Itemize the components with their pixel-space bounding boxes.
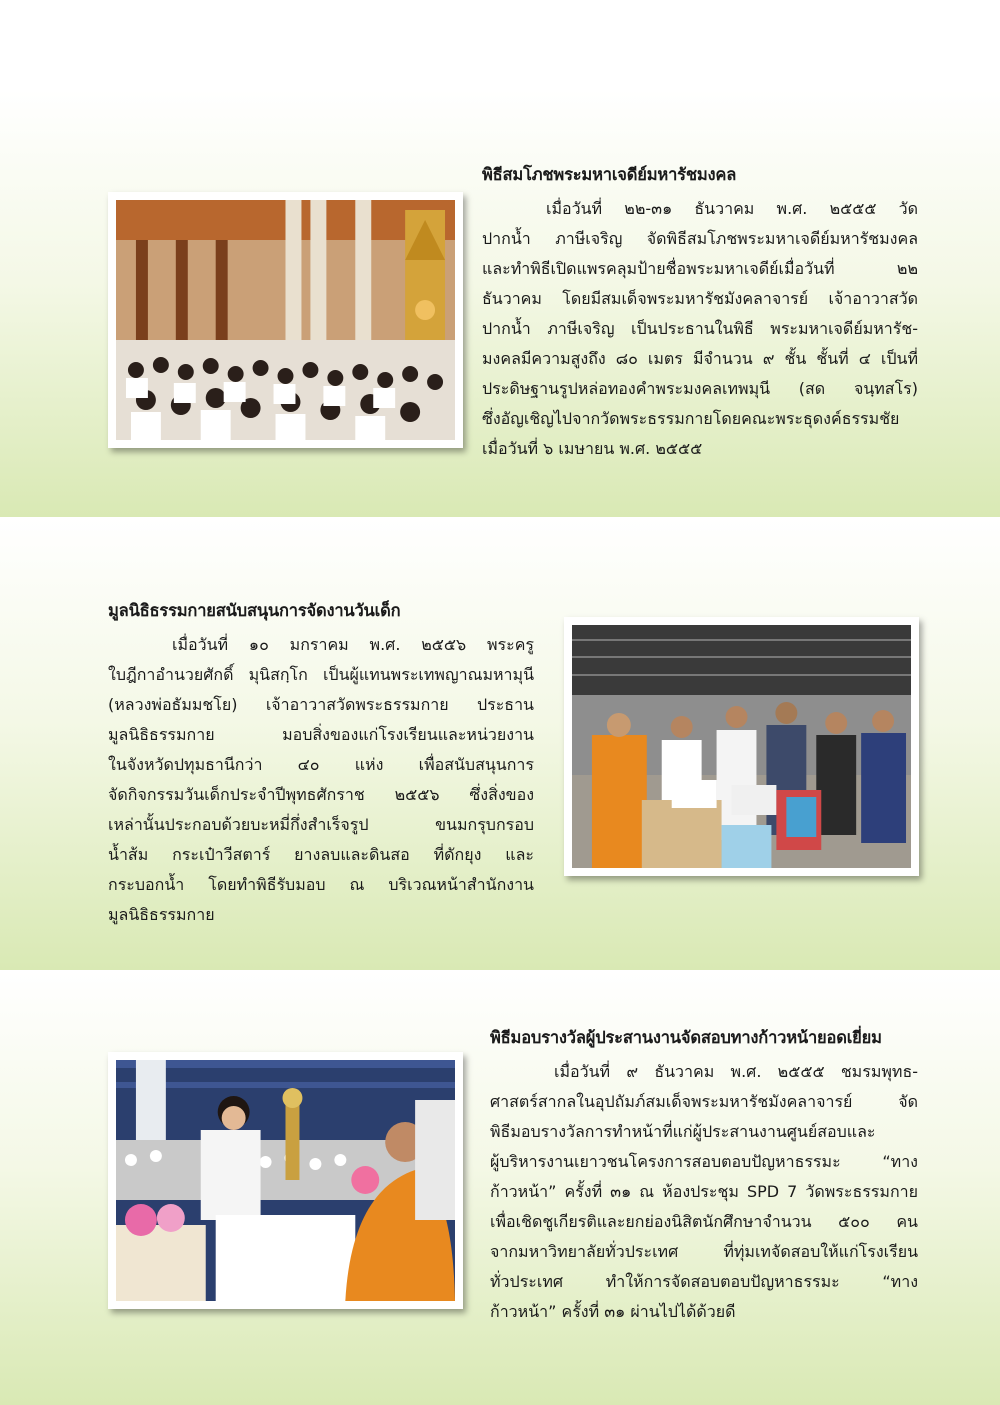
article-3-line: จากมหาวิทยาลัยทั่วประเทศ ที่ทุ่มเทจัดสอบให้แก่โรงเรียน — [490, 1242, 918, 1261]
article-3-line: พิธีมอบรางวัลการทำหน้าที่แก่ผู้ประสานงานศูนย์สอบและ — [490, 1122, 876, 1141]
award-ceremony-photo — [108, 1052, 463, 1309]
donation-handover-photo — [564, 617, 919, 876]
article-1 — [482, 162, 918, 464]
article-1-line: เมื่อวันที่ ๒๒-๓๑ ธันวาคม พ.ศ. ๒๕๕๕ วัด — [546, 199, 918, 218]
article-2-line: กระบอกน้ำ โดยทำพิธีรับมอบ ณ บริเวณหน้าสำนักงาน — [108, 875, 534, 894]
article-1-line: ซึ่งอัญเชิญไปจากวัดพระธรรมกายโดยคณะพระธุดงค์ธรรมชัย — [482, 409, 900, 428]
article-3-line: ผู้บริหารงานเยาวชนโครงการสอบตอบปัญหาธรรมะ “ทาง — [490, 1152, 918, 1171]
article-2-line: (หลวงพ่อธัมมชโย) เจ้าอาวาสวัดพระธรรมกาย ประธาน — [108, 695, 534, 714]
article-1-line: ปากน้ำ ภาษีเจริญ จัดพิธีสมโภชพระมหาเจดีย์มหารัชมงคล — [482, 229, 918, 248]
article-3-line: ทั่วประเทศ ทำให้การจัดสอบตอบปัญหาธรรมะ “ทาง — [490, 1272, 918, 1291]
article-1-line: ธันวาคม โดยมีสมเด็จพระมหารัชมังคลาจารย์ เจ้าอาวาสวัด — [482, 289, 918, 308]
temple-ceremony-photo — [108, 192, 463, 448]
article-3-line: ศาสตร์สากลในอุปถัมภ์สมเด็จพระมหารัชมังคลาจารย์ จัด — [490, 1092, 918, 1111]
article-1-line: เมื่อวันที่ ๖ เมษายน พ.ศ. ๒๕๕๕ — [482, 439, 703, 458]
article-1-line: และทำพิธีเปิดแพรคลุมป้ายชื่อพระมหาเจดีย์เมื่อวันที่ ๒๒ — [482, 259, 918, 278]
article-2-line: ในจังหวัดปทุมธานีกว่า ๔๐ แห่ง เพื่อสนับสนุนการ — [108, 755, 534, 774]
article-3-line: ก้าวหน้า” ครั้งที่ ๓๑ ผ่านไปได้ด้วยดี — [490, 1302, 736, 1321]
article-1-title: พิธีสมโภชพระมหาเจดีย์มหารัชมงคล — [482, 165, 737, 184]
article-2-line: จัดกิจกรรมวันเด็กประจำปีพุทธศักราช ๒๕๕๖ ซึ่งสิ่งของ — [108, 785, 534, 804]
article-3-line: ก้าวหน้า” ครั้งที่ ๓๑ ณ ห้องประชุม SPD 7 วัดพระธรรมกาย — [490, 1182, 918, 1201]
article-2-line: น้ำส้ม กระเป๋าวีสตาร์ ยางลบและดินสอ ที่ดักยุง และ — [108, 845, 534, 864]
article-3-line: เมื่อวันที่ ๙ ธันวาคม พ.ศ. ๒๕๕๕ ชมรมพุทธ- — [554, 1062, 918, 1081]
article-3 — [490, 1025, 918, 1327]
article-1-line: ประดิษฐานรูปหล่อทองคำพระมงคลเทพมุนี (สด จนฺทสโร) — [482, 379, 918, 398]
article-2 — [108, 598, 534, 930]
article-1-line: มงคลมีความสูงถึง ๘๐ เมตร มีจำนวน ๙ ชั้น ชั้นที่ ๔ เป็นที่ — [482, 349, 918, 368]
article-2-line: เมื่อวันที่ ๑๐ มกราคม พ.ศ. ๒๕๕๖ พระครู — [172, 635, 534, 654]
article-1-line: ปากน้ำ ภาษีเจริญ เป็นประธานในพิธี พระมหาเจดีย์มหารัช- — [482, 319, 918, 338]
article-2-line: มูลนิธิธรรมกาย — [108, 905, 215, 924]
article-3-line: เพื่อเชิดชูเกียรติและยกย่องนิสิตนักศึกษาจำนวน ๕๐๐ คน — [490, 1212, 918, 1231]
article-2-title: มูลนิธิธรรมกายสนับสนุนการจัดงานวันเด็ก — [108, 601, 401, 620]
article-2-line: ใบฎีกาอำนวยศักดิ์ มุนิสกฺโก เป็นผู้แทนพระเทพญาณมหามุนี — [108, 665, 534, 684]
article-2-line: เหล่านั้นประกอบด้วยบะหมี่กึ่งสำเร็จรูป ขนมกรุบกรอบ — [108, 815, 534, 834]
article-3-title: พิธีมอบรางวัลผู้ประสานงานจัดสอบทางก้าวหน้ายอดเยี่ยม — [490, 1028, 882, 1047]
article-2-line: มูลนิธิธรรมกาย มอบสิ่งของแก่โรงเรียนและหน่วยงาน — [108, 725, 534, 744]
